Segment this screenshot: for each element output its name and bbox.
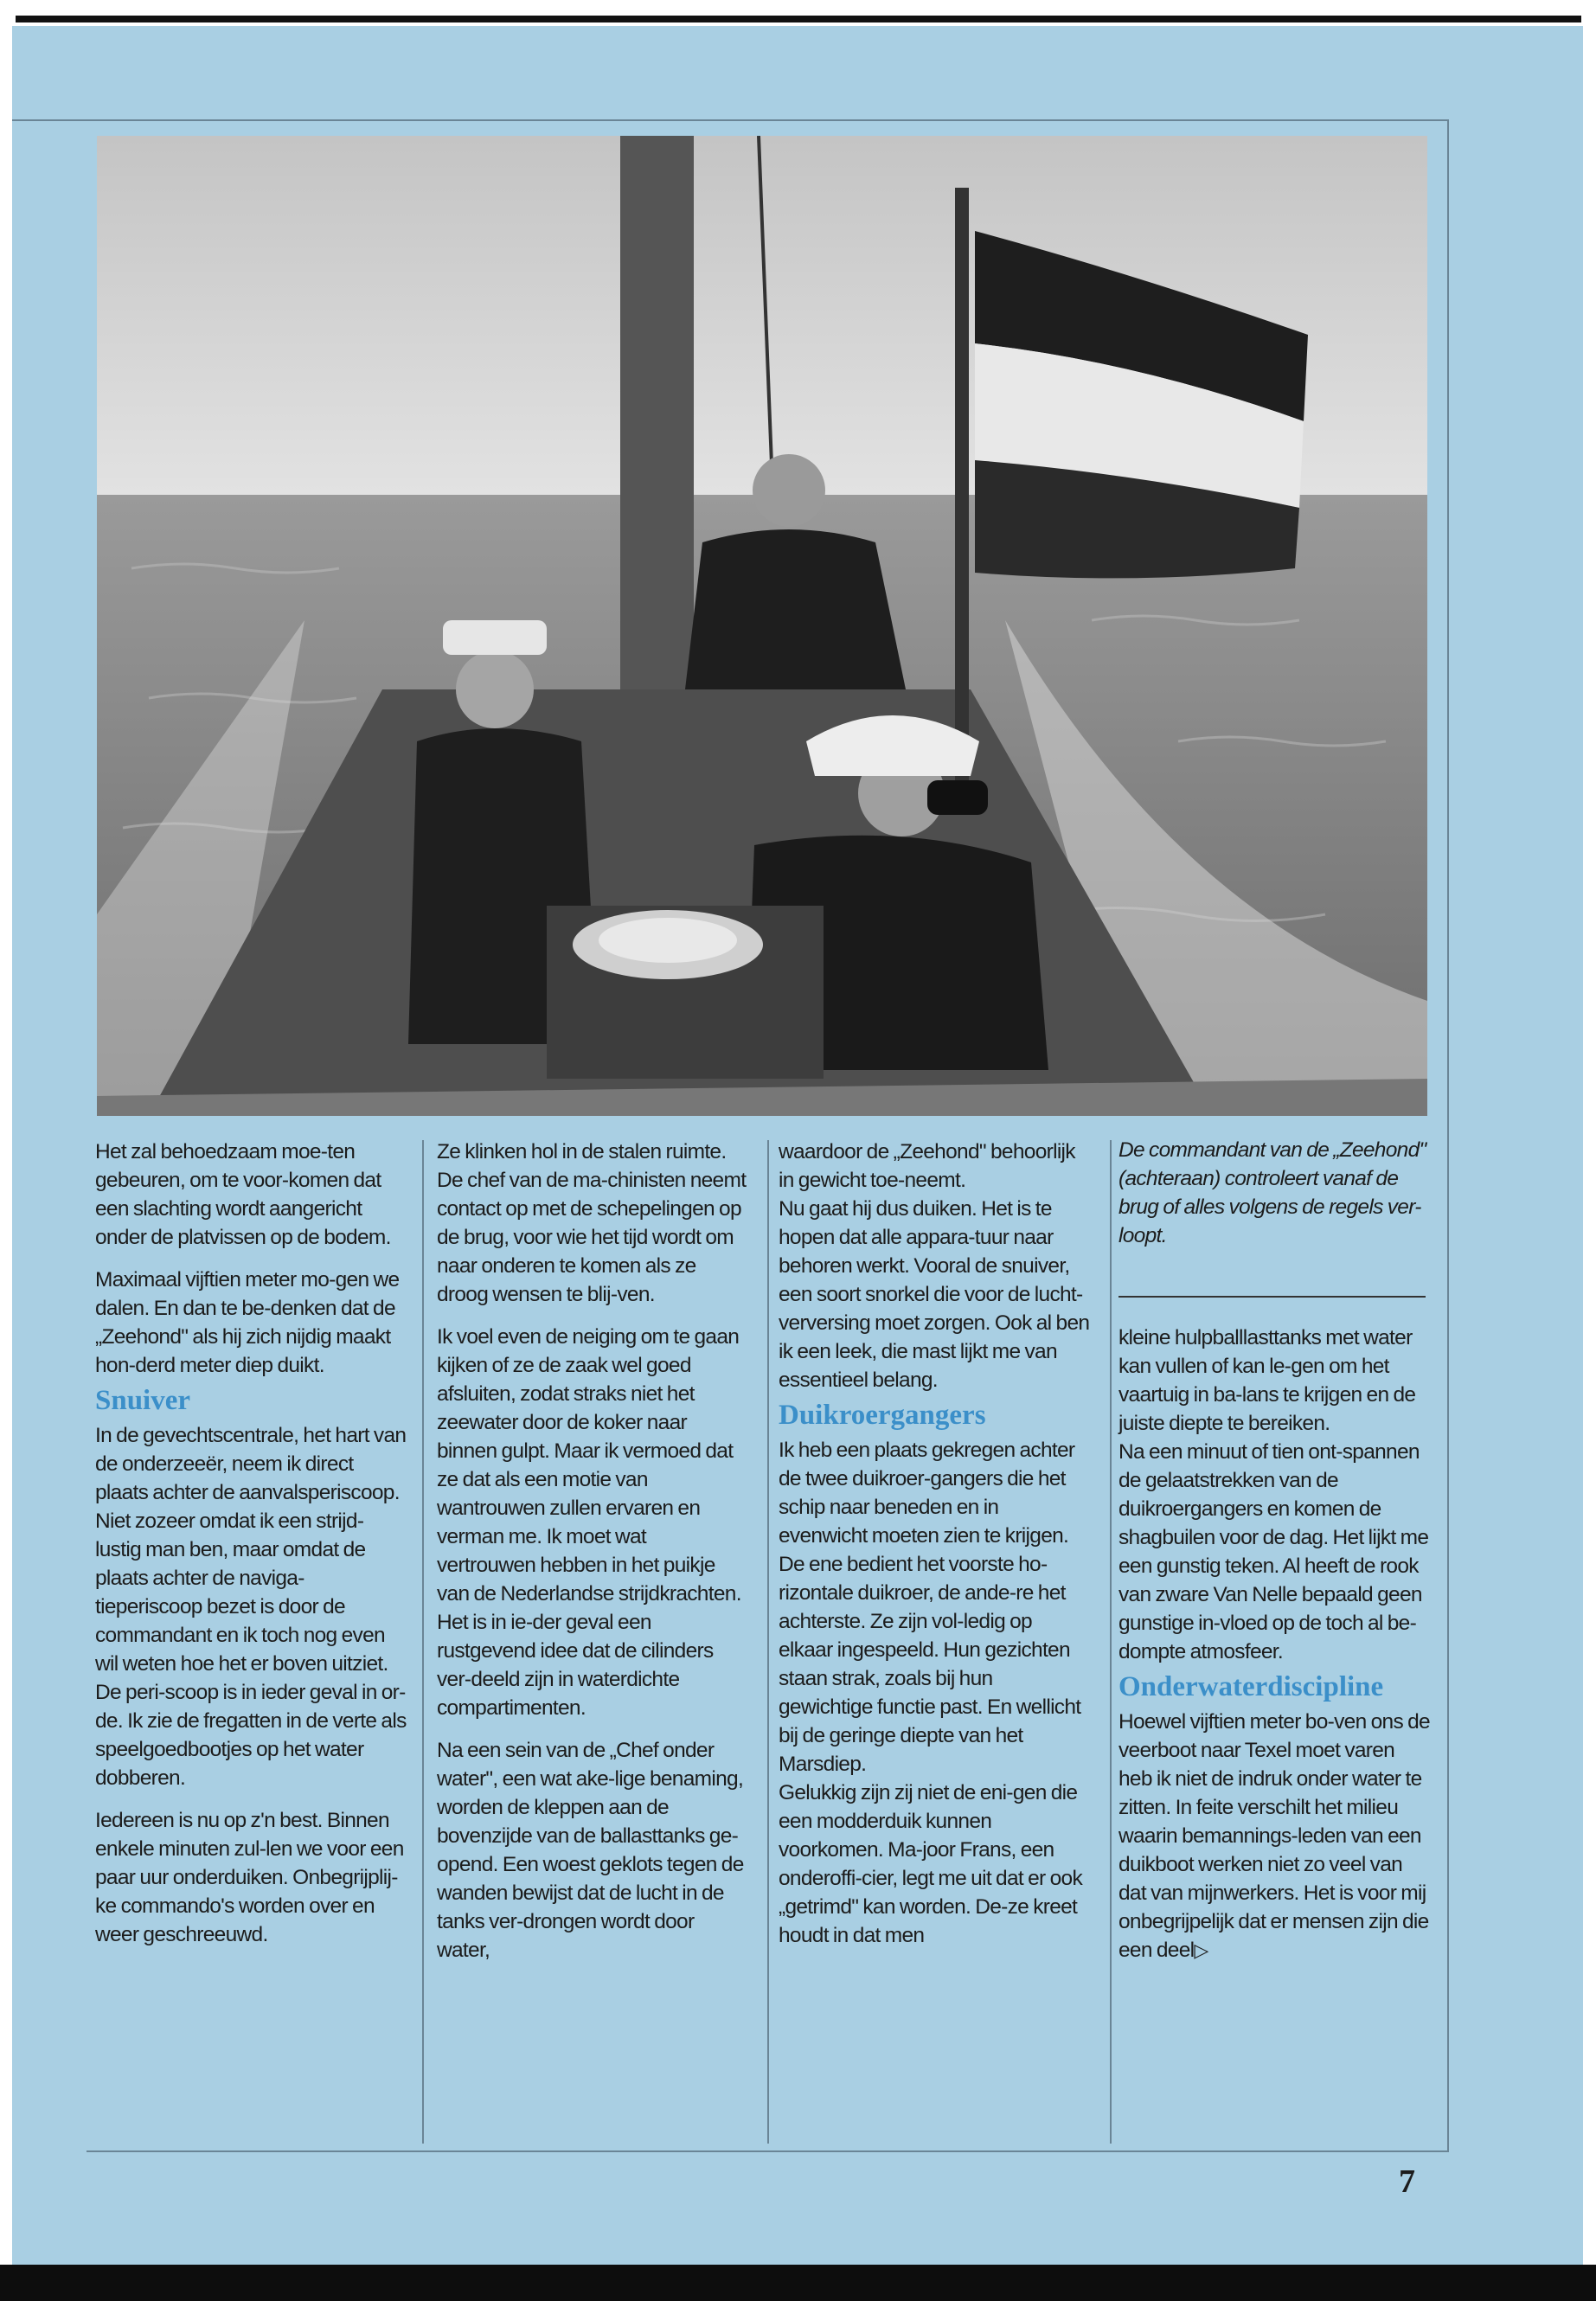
continue-arrow-icon: ▷ <box>1194 1939 1208 1961</box>
paragraph: Nu gaat hij dus duiken. Het is te hopen dat alle appara-tuur naar behoren werkt. Vooral de snuiver, een soort snorkel die voor de lucht-verversing moet zorgen. Ook al ben ik een leek, die mast lijkt me van essentieel belang. <box>779 1197 1090 1392</box>
article-column-4 <box>1118 1324 1430 1965</box>
paragraph-last <box>1118 1708 1430 1965</box>
top-rule <box>16 16 1581 22</box>
article-column-1 <box>95 1138 407 1963</box>
paragraph: Ik voel even de neiging om te gaan kijken of ze de zaak wel goed afsluiten, zodat straks niet het zeewater door de koker naar binnen gulpt. Maar ik vermoed dat ze dat als een motie van wantrouwen zullen ervaren en verman me. Ik moet wat vertrouwen hebben in het puikje van de Nederlandse strijdkrachten. Het is in ie-der geval een rustgevend idee dat de cilinders ver-deeld zijn in waterdichte compartimenten. <box>437 1325 741 1720</box>
column-divider <box>422 1140 424 2144</box>
submarine-bridge-photo <box>97 136 1427 1116</box>
paragraph: Het zal behoedzaam moe-ten gebeuren, om te voor-komen dat een slachting wordt aangericht onder de platvissen op de bodem. <box>95 1140 391 1249</box>
section-heading: Snuiver <box>95 1385 191 1416</box>
paragraph: Iedereen is nu op z'n best. Binnen enkele minuten zul-len we voor een paar uur onderduiken. Onbegrijplij-ke commando's worden over en weer geschreeuwd. <box>95 1809 404 1946</box>
paragraph: Ze klinken hol in de stalen ruimte. De chef van de ma-chinisten neemt contact op met de schepelingen op de brug, voor wie het tijd wordt om naar onderen te komen als ze droog wensen te blij-ven. <box>437 1140 747 1306</box>
paragraph: Ik heb een plaats gekregen achter de twee duikroer-gangers die het schip naar beneden en in evenwicht moeten zien te krijgen. De ene bedient het voorste ho-rizontale duikroer, de ande-re het achterste. Ze zijn vol-ledig op elkaar ingespeeld. Hun gezichten staan strak, zoals bij hun gewichtige functie past. En wellicht bij de geringe diepte van het Marsdiep. <box>779 1439 1081 1776</box>
page-bottom-bar <box>0 2265 1596 2301</box>
section-heading: Onderwaterdiscipline <box>1118 1671 1384 1702</box>
article-column-3 <box>779 1138 1090 1950</box>
paragraph: In de gevechtscentrale, het hart van de onderzeeër, neem ik direct plaats achter de aanvalsperiscoop. Niet zozeer omdat ik een strijd-lustig man ben, maar omdat de plaats achter de naviga-tieperiscoop bezet is door de commandant en ik toch nog even wil weten hoe het er boven uitziet. De peri-scoop is in ieder geval in or-de. Ik zie de fregatten in de verte als speelgoedbootjes op het water dobberen. <box>95 1424 407 1790</box>
paragraph: kleine hulpballlasttanks met water kan vullen of kan le-gen om het vaartuig in ba-lans te krijgen en de juiste diepte te bereiken. <box>1118 1326 1416 1435</box>
page-top-margin <box>0 0 1596 26</box>
paragraph: waardoor de „Zeehond" behoorlijk in gewicht toe-neemt. <box>779 1140 1075 1192</box>
article-column-2 <box>437 1138 748 1978</box>
paragraph: Gelukkig zijn zij niet de eni-gen die een modderduik kunnen voorkomen. Ma-joor Frans, een onderoffi-cier, legt me uit dat er ook „getrimd" kan worden. De-ze kreet houdt in dat men <box>779 1781 1082 1947</box>
photo-illustration <box>97 136 1427 1116</box>
flag-pole <box>955 188 969 811</box>
paragraph: Maximaal vijftien meter mo-gen we dalen. En dan te be-denken dat de „Zeehond" als hij zich nijdig maakt hon-derd meter diep duikt. <box>95 1268 400 1377</box>
frame-top-left-line <box>12 119 87 121</box>
page-number: 7 <box>1399 2163 1415 2200</box>
column-divider <box>1110 1140 1112 2144</box>
paragraph: Na een minuut of tien ont-spannen de gelaatstrekken van de duikroergangers en komen de shagbuilen voor de dag. Het lijkt me een gunstig teken. Al heeft de rook van zware Van Nelle bepaald geen gunstige in-vloed op de toch al be-dompte atmosfeer. <box>1118 1440 1429 1663</box>
column-divider <box>767 1140 769 2144</box>
section-heading: Duikroergangers <box>779 1400 986 1431</box>
caption-rule <box>1118 1296 1426 1298</box>
compass <box>547 906 824 1079</box>
paragraph: Na een sein van de „Chef onder water", een wat ake-lige benaming, worden de kleppen aan de bovenzijde van de ballasttanks ge-opend. Een woest geklots tegen de wanden bewijst dat de lucht in de tanks ver-drongen wordt door water, <box>437 1739 744 1962</box>
paragraph-text: Hoewel vijftien meter bo-ven ons de veerboot naar Texel moet varen heb ik niet de indruk onder water te zitten. In feite verschilt het milieu waarin bemannings-leden van een duikboot werken niet zo veel van dat van mijnwerkers. Het is voor mij onbegrijpelijk dat er mensen zijn die een deel <box>1118 1710 1430 1962</box>
photo-caption: De commandant van de „Zeehond" (achteraan) controleert vanaf de brug of alles volgens de regels ver-loopt. <box>1118 1138 1426 1247</box>
periscope-mast <box>620 136 694 689</box>
